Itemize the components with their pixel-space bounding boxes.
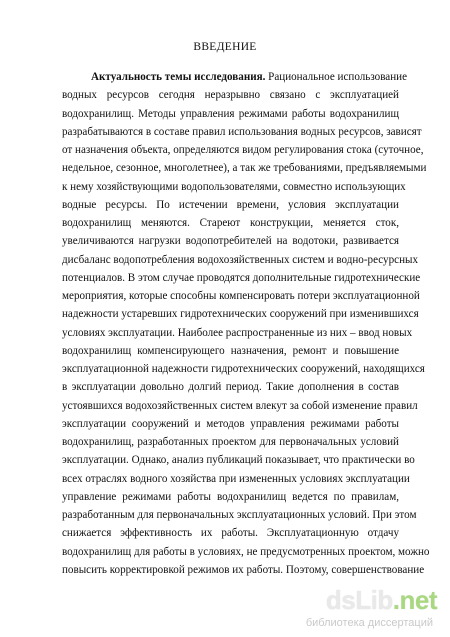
text-line: водохранилищ, разработанных проектом для первоначальных условий xyxy=(62,436,399,448)
page-title: ВВЕДЕНИЕ xyxy=(193,41,257,53)
text-line: устоявшихся водохозяйственных систем влекут за собой изменение правил xyxy=(62,399,418,412)
text-line: условиях эксплуатации. Наиболее распространенные из них – ввод новых xyxy=(62,326,413,339)
text-line: снижается эффективность их работы. Эксплуатационную отдачу xyxy=(62,527,399,540)
text-line: водохранилищ компенсирующего назначения, ремонт и повышение xyxy=(62,344,399,357)
text-line xyxy=(62,68,408,86)
text-line: потенциалов. В этом случае проводятся дополнительные гидротехнические xyxy=(62,271,421,284)
text-line: водные ресурсы. По истечении времени, условия эксплуатации xyxy=(62,198,399,211)
text-line: водохранилищ для работы в условиях, не предусмотренных проектом, можно xyxy=(62,545,430,558)
text-line: увеличиваются нагрузки водопотребителей на водотоки, развивается xyxy=(62,235,399,248)
text-line: разрабатываются в составе правил использования водных ресурсов, зависят xyxy=(62,125,422,138)
watermark xyxy=(292,585,437,633)
heading-continuation: Рациональное использование xyxy=(265,71,408,83)
text-line: эксплуатационной надежности гидротехнических сооружений, находящихся xyxy=(62,363,425,375)
text-line: эксплуатации сооружений и методов управления режимами работы xyxy=(62,417,399,430)
text-line: водных ресурсов сегодня неразрывно связано с эксплуатацией xyxy=(62,89,399,102)
text-line: надежности устаревших гидротехнических сооружений при изменившихся xyxy=(62,308,419,321)
text-line: эксплуатации. Однако, анализ публикаций показывает, что практически во xyxy=(62,454,415,467)
section-heading: Актуальность темы исследования. xyxy=(91,71,266,83)
text-line: водохранилищ меняются. Стареют конструкции, меняется сток, xyxy=(62,217,399,229)
text-line: водохранилищ. Методы управления режимами работы водохранилищ xyxy=(62,107,399,120)
text-line: в эксплуатации довольно долгий период. Такие дополнения в состав xyxy=(62,381,399,394)
text-line: недельное, сезонное, многолетнее), а так же требованиями, предъявляемыми xyxy=(62,162,427,175)
text-line: к нему хозяйствующими водопользователями, совместно использующих xyxy=(62,180,406,193)
text-line: дисбаланс водопотребления водохозяйственных систем и водно-ресурсных xyxy=(62,253,419,266)
text-line: от назначения объекта, определяются видом регулирования стока (суточное, xyxy=(62,144,424,156)
body-text xyxy=(62,68,430,579)
text-line: мероприятия, которые способны компенсировать потери эксплуатационной xyxy=(62,290,420,302)
watermark-subtitle: библиотека диссертаций xyxy=(305,617,433,629)
watermark-logo: dsLib.net xyxy=(325,585,437,615)
text-line: всех отраслях водного хозяйства при измененных условиях эксплуатации xyxy=(62,472,410,485)
text-line: управление режимами работы водохранилищ ведется по правилам, xyxy=(62,490,399,503)
text-line: повысить корректировкой режимов их работы. Поэтому, совершенствование xyxy=(62,563,425,576)
text-line: разработанным для первоначальных эксплуатационных условий. При этом xyxy=(62,509,417,521)
